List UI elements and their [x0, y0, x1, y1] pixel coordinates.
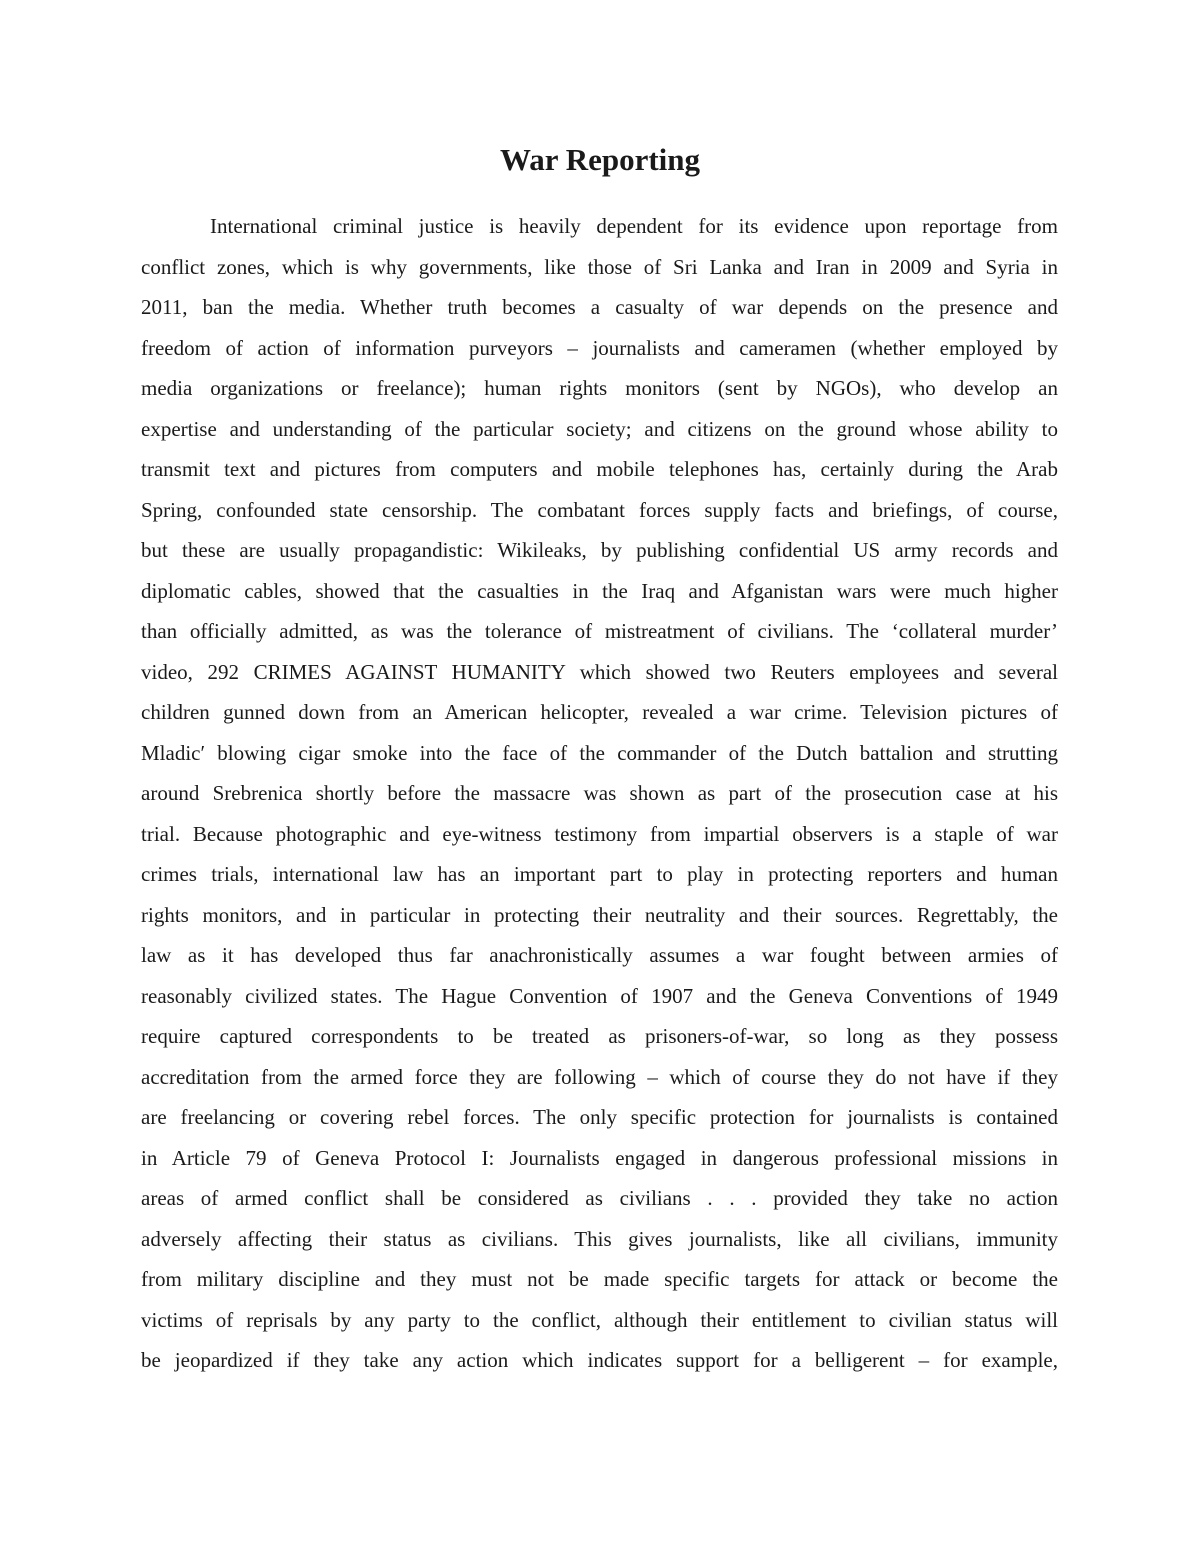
- paragraph-line: reasonably civilized states. The Hague Convention of 1907 and the Geneva Conventions of 1949: [141, 983, 1058, 1008]
- paragraph-line: require captured correspondents to be treated as prisoners-of-war, so long as they possess: [141, 1024, 1058, 1048]
- paragraph-line: expertise and understanding of the particular society; and citizens on the ground whose ability to: [141, 416, 1058, 441]
- paragraph-line: trial. Because photographic and eye-witness testimony from impartial observers is a staple of war: [141, 821, 1058, 846]
- paragraph-line: law as it has developed thus far anachronistically assumes a war fought between armies of: [141, 943, 1058, 967]
- paragraph-line: areas of armed conflict shall be considered as civilians . . . provided they take no action: [141, 1186, 1058, 1210]
- paragraph-line: conflict zones, which is why governments, like those of Sri Lanka and Iran in 2009 and Syria in: [141, 254, 1058, 279]
- paragraph-line: transmit text and pictures from computers and mobile telephones has, certainly during the Arab: [141, 457, 1058, 481]
- paragraph-line: Mladic′ blowing cigar smoke into the face of the commander of the Dutch battalion and strutting: [141, 740, 1058, 765]
- paragraph-line: than officially admitted, as was the tolerance of mistreatment of civilians. The ‘collateral murder’: [141, 619, 1058, 643]
- body-paragraph: [141, 206, 1058, 1381]
- paragraph-line: crimes trials, international law has an important part to play in protecting reporters and human: [141, 862, 1058, 886]
- paragraph-line: be jeopardized if they take any action which indicates support for a belligerent – for example,: [141, 1348, 1058, 1372]
- paragraph-line: from military discipline and they must not be made specific targets for attack or become the: [141, 1267, 1058, 1291]
- paragraph-line: 2011, ban the media. Whether truth becomes a casualty of war depends on the presence and: [141, 295, 1058, 319]
- paragraph-line: victims of reprisals by any party to the conflict, although their entitlement to civilian status will: [141, 1307, 1058, 1332]
- paragraph-line: are freelancing or covering rebel forces. The only specific protection for journalists is contained: [141, 1105, 1058, 1129]
- paragraph-line: adversely affecting their status as civilians. This gives journalists, like all civilians, immunity: [141, 1226, 1058, 1251]
- paragraph-line: accreditation from the armed force they are following – which of course they do not have if they: [141, 1064, 1058, 1089]
- paragraph-line: rights monitors, and in particular in protecting their neutrality and their sources. Regrettably, the: [141, 902, 1058, 927]
- paragraph-line: around Srebrenica shortly before the massacre was shown as part of the prosecution case at his: [141, 781, 1058, 805]
- paragraph-line: in Article 79 of Geneva Protocol I: Journalists engaged in dangerous professional missions in: [141, 1145, 1058, 1170]
- paragraph-line: media organizations or freelance); human rights monitors (sent by NGOs), who develop an: [141, 376, 1058, 400]
- paragraph-line: children gunned down from an American helicopter, revealed a war crime. Television pictures of: [141, 700, 1058, 724]
- document-title: War Reporting: [499, 142, 701, 177]
- paragraph-line: but these are usually propagandistic: Wikileaks, by publishing confidential US army records and: [141, 538, 1058, 562]
- paragraph-line: International criminal justice is heavily dependent for its evidence upon reportage from: [210, 214, 1058, 238]
- paragraph-line: freedom of action of information purveyors – journalists and cameramen (whether employed by: [141, 335, 1058, 360]
- paragraph-line: video, 292 CRIMES AGAINST HUMANITY which showed two Reuters employees and several: [141, 659, 1058, 684]
- paragraph-line: diplomatic cables, showed that the casualties in the Iraq and Afganistan wars were much higher: [141, 578, 1058, 603]
- paragraph-line: Spring, confounded state censorship. The combatant forces supply facts and briefings, of course,: [141, 497, 1058, 522]
